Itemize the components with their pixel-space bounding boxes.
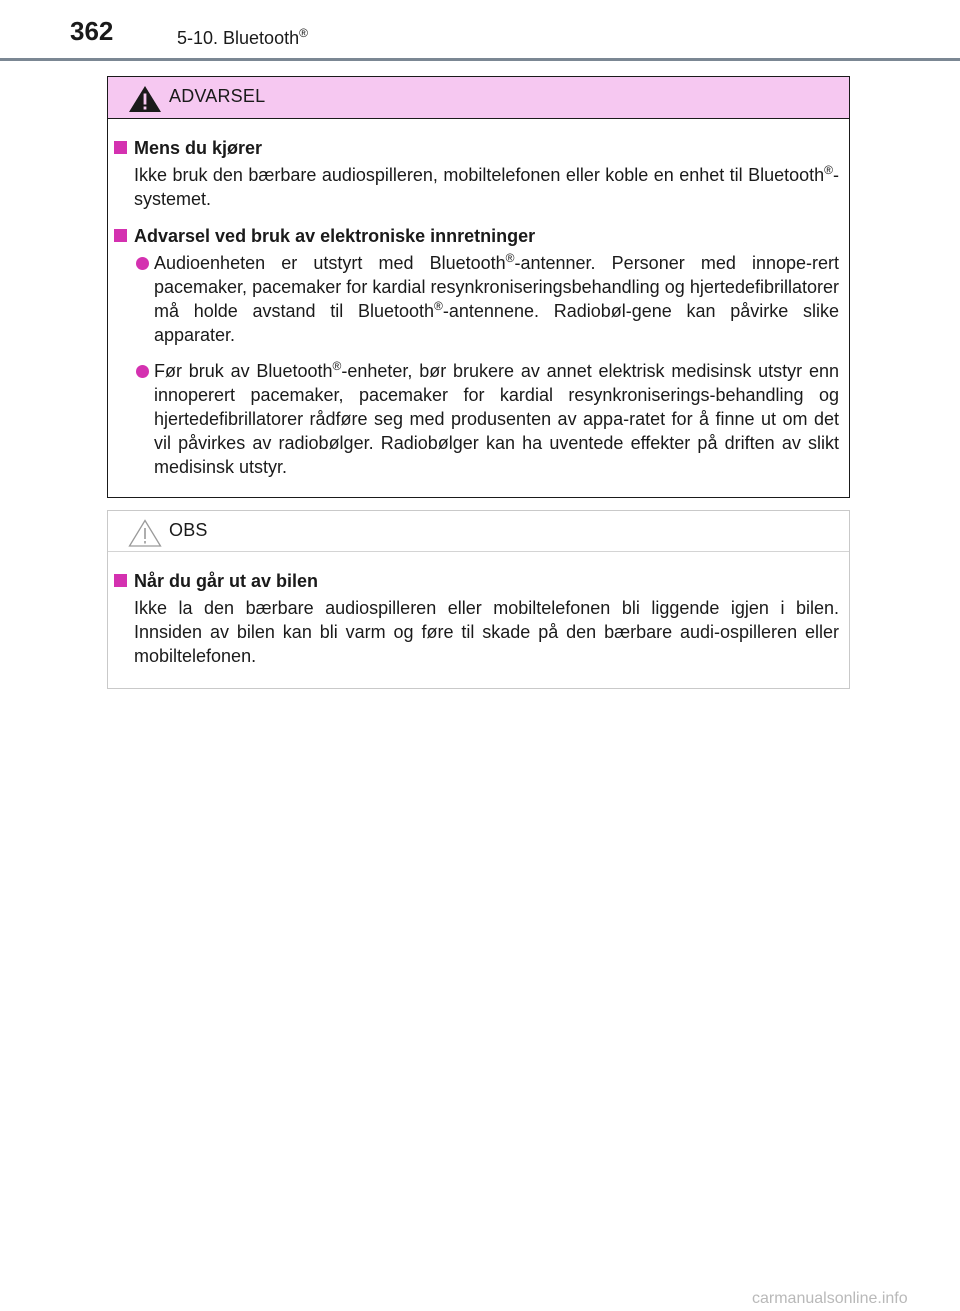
paragraph-text: Ikke bruk den bærbare audiospilleren, mobiltelefonen eller koble en enhet til Bluetooth: [134, 165, 825, 185]
warning-heading-driving: [114, 136, 839, 160]
caution-header: [108, 511, 849, 552]
header-rule: [0, 58, 960, 61]
circle-bullet-icon: [136, 365, 149, 378]
circle-bullet-icon: [136, 257, 149, 270]
warning-bullet-medical: [114, 359, 839, 479]
warning-label: ADVARSEL: [169, 86, 266, 106]
square-bullet-icon: [114, 229, 127, 242]
warning-header: [108, 77, 849, 119]
caution-label: OBS: [169, 520, 208, 540]
page-header: [0, 0, 960, 60]
bullet-text: Før bruk av Bluetooth: [154, 361, 333, 381]
square-bullet-icon: [114, 574, 127, 587]
warning-paragraph-driving: [114, 163, 839, 211]
registered-mark: ®: [434, 299, 443, 313]
registered-mark: ®: [824, 163, 833, 177]
bullet-text: Audioenheten er utstyrt med Bluetooth: [154, 253, 506, 273]
bullet-text: -enheter, bør brukere av annet elektrisk medisinsk utstyr enn innoperert pacemaker, pacemaker for kardial resynkroniserings-behandling og hjertedefibrillatorer rådføre seg med produsenten av appa-ratet for å finne ut om det vil påvirkes av radiobølger. Radiobølger kan ha uventede effekter på driften av slikt medisinsk utstyr.: [154, 361, 839, 477]
paragraph-text: -systemet.: [134, 165, 839, 209]
heading-text: Når du går ut av bilen: [134, 571, 319, 591]
caution-box: [107, 510, 850, 689]
caution-paragraph-leaving: Ikke la den bærbare audiospilleren eller mobiltelefonen bli liggende igjen i bilen. Innsiden av bilen kan bli varm og føre til skade på den bærbare audi-ospilleren eller mobiltelefonen.: [134, 598, 839, 666]
watermark: carmanualsonline.info: [752, 1290, 908, 1307]
section-title-text: 5-10. Bluetooth: [177, 28, 300, 48]
warning-box: [107, 76, 850, 498]
warning-heading-electronics: [114, 224, 839, 248]
heading-text: Mens du kjører: [134, 138, 263, 158]
registered-mark: ®: [505, 251, 515, 265]
page-number: 362: [70, 16, 114, 46]
warning-triangle-icon: [128, 85, 162, 113]
registered-mark: ®: [332, 359, 342, 373]
square-bullet-icon: [114, 141, 127, 154]
caution-heading-leaving: [114, 569, 839, 593]
warning-bullet-pacemaker: [114, 251, 839, 347]
bullet-text: -antennene. Radiobøl-gene kan påvirke slike apparater.: [154, 301, 839, 345]
registered-mark: ®: [299, 26, 308, 40]
warning-body: [108, 119, 849, 497]
caution-triangle-icon: [128, 519, 162, 547]
heading-text: Advarsel ved bruk av elektroniske innretninger: [134, 226, 536, 246]
section-title: [177, 26, 308, 49]
bullet-text: -antenner. Personer med innope-rert pacemaker, pacemaker for kardial resynkroniseringsbehandling og hjertedefibrillatorer må holde avstand til Bluetooth: [154, 253, 839, 321]
caution-body: [108, 552, 849, 688]
